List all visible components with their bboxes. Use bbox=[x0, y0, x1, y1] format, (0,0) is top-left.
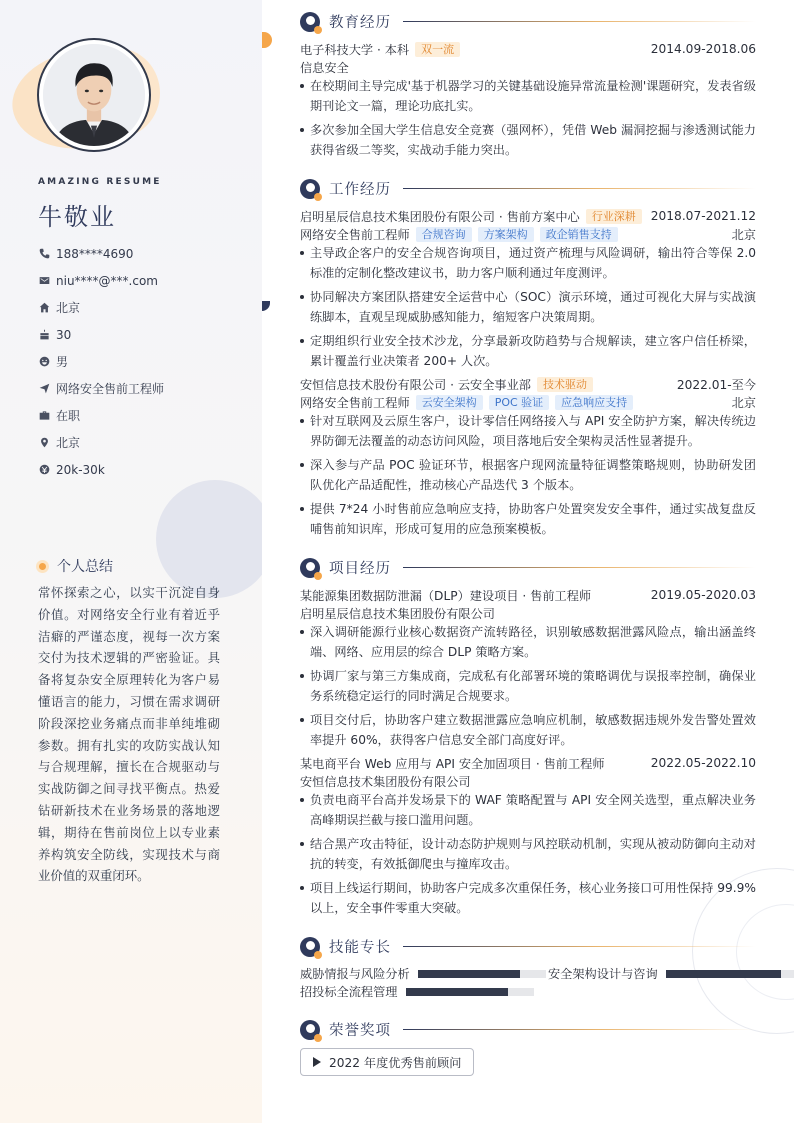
projects-heading bbox=[300, 557, 756, 578]
phone-value: 188****4690 bbox=[56, 246, 134, 261]
project-date: 2019.05-2020.03 bbox=[650, 588, 756, 602]
list-item: 负责电商平台高并发场景下的 WAF 策略配置与 API 安全网关选型，重点解决业务高峰期误拦截与接口滥用问题。 bbox=[300, 790, 756, 830]
info-email bbox=[38, 267, 248, 294]
skill-name: 安全架构设计与咨询 bbox=[548, 967, 658, 981]
info-position bbox=[38, 375, 248, 402]
job-skill-tag: 应急响应支持 bbox=[555, 395, 633, 410]
briefcase-icon bbox=[38, 410, 50, 422]
skill-name: 威胁情报与风险分析 bbox=[300, 967, 410, 981]
info-location bbox=[38, 429, 248, 456]
skill-bar bbox=[418, 970, 546, 978]
job-date: 2022.01-至今 bbox=[676, 377, 756, 392]
project-org-row bbox=[300, 604, 756, 622]
skills-heading bbox=[300, 936, 756, 957]
awards-title: 荣誉奖项 bbox=[329, 1023, 391, 1039]
education-heading bbox=[300, 11, 756, 32]
sidebar bbox=[0, 0, 262, 1123]
candidate-name: 牛敬业 bbox=[38, 203, 116, 231]
email-value: niu****@***.com bbox=[56, 273, 158, 288]
list-item: 深入调研能源行业核心数据资产流转路径，识别敏感数据泄露风险点，输出涵盖终端、网络、应用层的综合 DLP 策略方案。 bbox=[300, 622, 756, 662]
skill-bar bbox=[666, 970, 794, 978]
skill-bar-fill bbox=[666, 970, 781, 978]
skill-bar-fill bbox=[418, 970, 520, 978]
project-bullets bbox=[300, 622, 756, 754]
job-city: 北京 bbox=[731, 395, 756, 410]
position-value: 网络安全售前工程师 bbox=[56, 382, 165, 396]
list-item: 深入参与产品 POC 验证环节，根据客户现网流量特征调整策略规则，协助研发团队优化产品适配性，推动核心产品迭代 3 个版本。 bbox=[300, 455, 756, 495]
skills-title: 技能专长 bbox=[329, 940, 391, 956]
school-name: 电子科技大学 · 本科 bbox=[300, 42, 410, 57]
info-status bbox=[38, 402, 248, 429]
projects-title: 项目经历 bbox=[329, 561, 391, 577]
skill-item bbox=[548, 965, 794, 982]
avatar-portrait-icon bbox=[43, 44, 145, 146]
job-company-tag: 技术驱动 bbox=[537, 377, 593, 392]
home-icon bbox=[38, 302, 50, 314]
job-company-tag: 行业深耕 bbox=[586, 209, 642, 224]
education-date: 2014.09-2018.06 bbox=[650, 42, 756, 56]
location-value: 北京 bbox=[56, 436, 81, 450]
project-bullets bbox=[300, 790, 756, 922]
summary-title: 个人总结 bbox=[57, 559, 113, 575]
section-divider bbox=[403, 21, 756, 22]
avatar-area bbox=[12, 38, 162, 158]
job-date: 2018.07-2021.12 bbox=[650, 209, 756, 223]
decorative-circle bbox=[156, 480, 262, 598]
info-age bbox=[38, 321, 248, 348]
project-org: 安恒信息技术集团股份有限公司 bbox=[300, 774, 471, 789]
job-skill-tag: 政企销售支持 bbox=[540, 227, 618, 242]
mail-icon bbox=[38, 275, 50, 287]
section-divider bbox=[403, 567, 756, 568]
job-header-row bbox=[300, 375, 756, 393]
project-org: 启明星辰信息技术集团股份有限公司 bbox=[300, 606, 495, 621]
contact-info-list bbox=[38, 240, 248, 483]
project-org-row bbox=[300, 772, 756, 790]
section-icon bbox=[300, 937, 320, 957]
home-value: 北京 bbox=[56, 301, 81, 315]
project-header-row bbox=[300, 754, 756, 772]
section-divider bbox=[403, 188, 756, 189]
cake-icon bbox=[38, 329, 50, 341]
skill-bar-fill bbox=[406, 988, 508, 996]
resume-tagline: AMAZING RESUME bbox=[38, 177, 162, 187]
work-title: 工作经历 bbox=[329, 182, 391, 198]
job-skill-tag: 云安全架构 bbox=[416, 395, 483, 410]
skill-bar bbox=[406, 988, 534, 996]
list-item: 定期组织行业安全技术沙龙，分享最新攻防趋势与合规解读，建立客户信任桥梁，累计覆盖行业决策者 200+ 人次。 bbox=[300, 331, 756, 371]
job-bullets bbox=[300, 411, 756, 543]
money-icon bbox=[38, 464, 50, 476]
school-tag: 双一流 bbox=[415, 42, 460, 57]
avatar bbox=[43, 44, 145, 146]
job-company: 启明星辰信息技术集团股份有限公司 · 售前方案中心 bbox=[300, 209, 580, 224]
list-item: 在校期间主导完成'基于机器学习的关键基础设施异常流量检测'课题研究，发表省级期刊论文一篇，理论功底扎实。 bbox=[300, 76, 756, 116]
list-item: 提供 7*24 小时售前应急响应支持，协助客户处置突发安全事件，通过实战复盘反哺售前知识库，形成可复用的应急预案模板。 bbox=[300, 499, 756, 539]
avatar-frame bbox=[37, 38, 151, 152]
job-city: 北京 bbox=[731, 227, 756, 242]
job-bullets bbox=[300, 243, 756, 375]
project-name: 某电商平台 Web 应用与 API 安全加固项目 · 售前工程师 bbox=[300, 756, 605, 771]
list-item: 协调厂家与第三方集成商，完成私有化部署环境的策略调优与误报率控制，确保业务系统稳定运行的同时满足合规要求。 bbox=[300, 666, 756, 706]
list-item: 针对互联网及云原生客户，设计零信任网络接入与 API 安全防护方案，解决传统边界防御无法覆盖的动态访问风险，项目落地后安全架构灵活性显著提升。 bbox=[300, 411, 756, 451]
section-divider bbox=[403, 1029, 756, 1030]
info-home bbox=[38, 294, 248, 321]
education-title: 教育经历 bbox=[329, 15, 391, 31]
award-item bbox=[300, 1048, 474, 1076]
section-icon bbox=[300, 558, 320, 578]
skill-name: 招投标全流程管理 bbox=[300, 985, 398, 999]
send-icon bbox=[38, 383, 50, 395]
awards-heading bbox=[300, 1019, 756, 1040]
list-item: 多次参加全国大学生信息安全竞赛（强网杯），凭借 Web 漏洞挖掘与渗透测试能力获得省级二等奖，实战动手能力突出。 bbox=[300, 120, 756, 160]
job-skill-tag: 合规咨询 bbox=[416, 227, 472, 242]
age-value: 30 bbox=[56, 327, 72, 342]
award-name: 2022 年度优秀售前顾问 bbox=[329, 1055, 462, 1070]
info-salary bbox=[38, 456, 248, 483]
list-item: 项目上线运行期间，协助客户完成多次重保任务，核心业务接口可用性保持 99.9% 以上，安全事件零重大突破。 bbox=[300, 878, 756, 918]
job-role: 网络安全售前工程师 bbox=[300, 395, 410, 410]
job-skill-tag: 方案架构 bbox=[478, 227, 534, 242]
list-item: 协同解决方案团队搭建安全运营中心（SOC）演示环境，通过可视化大屏与实战演练脚本，直观呈现威胁感知能力，缩短客户决策周期。 bbox=[300, 287, 756, 327]
decorative-tab bbox=[262, 301, 270, 311]
section-icon bbox=[300, 179, 320, 199]
smile-icon bbox=[38, 356, 50, 368]
project-date: 2022.05-2022.10 bbox=[650, 756, 756, 770]
section-icon bbox=[300, 12, 320, 32]
section-divider bbox=[403, 946, 756, 947]
education-row bbox=[300, 40, 756, 58]
education-bullets bbox=[300, 76, 756, 164]
decorative-tab bbox=[262, 32, 272, 48]
skill-item bbox=[300, 965, 546, 982]
summary-dot-icon bbox=[36, 560, 49, 573]
list-item: 主导政企客户的安全合规咨询项目，通过资产梳理与风险调研，输出符合等保 2.0 标准的定制化整改建议书，助力客户顺利通过年度测评。 bbox=[300, 243, 756, 283]
info-phone bbox=[38, 240, 248, 267]
job-company: 安恒信息技术股份有限公司 · 云安全事业部 bbox=[300, 377, 531, 392]
skill-item bbox=[300, 983, 534, 1000]
work-heading bbox=[300, 178, 756, 199]
job-skill-tag: POC 验证 bbox=[489, 395, 549, 410]
job-role-row bbox=[300, 393, 756, 411]
education-major: 信息安全 bbox=[300, 60, 349, 75]
info-gender bbox=[38, 348, 248, 375]
play-triangle-icon bbox=[313, 1057, 321, 1067]
job-role-row bbox=[300, 225, 756, 243]
salary-value: 20k-30k bbox=[56, 462, 105, 477]
job-role: 网络安全售前工程师 bbox=[300, 227, 410, 242]
job-header-row bbox=[300, 207, 756, 225]
project-header-row bbox=[300, 586, 756, 604]
location-icon bbox=[38, 437, 50, 449]
summary-heading bbox=[36, 556, 113, 576]
gender-value: 男 bbox=[56, 355, 69, 369]
summary-text: 常怀探索之心，以实干沉淀自身价值。对网络安全行业有着近乎洁癖的严谨态度，视每一次方案交付为技术逻辑的严密验证。具备将复杂安全原理转化为客户易懂语言的能力，习惯在需求调研阶段深挖业务痛点而非单纯堆砌参数。拥有扎实的攻防实战认知与合规理解，擅长在合规驱动与实战防御之间寻找平衡点。热爱钻研新技术在业务场景的落地逻辑，期待在售前岗位上以专业素养构筑安全防线，实现技术与商业价值的双重闭环。 bbox=[38, 585, 220, 884]
list-item: 项目交付后，协助客户建立数据泄露应急响应机制，敏感数据违规外发告警处置效率提升 60%，获得客户信息安全部门高度好评。 bbox=[300, 710, 756, 750]
section-icon bbox=[300, 1020, 320, 1040]
education-major-row bbox=[300, 58, 756, 76]
list-item: 结合黑产攻击特征，设计动态防护规则与风控联动机制，实现从被动防御向主动对抗的转变，有效抵御爬虫与撞库攻击。 bbox=[300, 834, 756, 874]
phone-icon bbox=[38, 248, 50, 260]
project-name: 某能源集团数据防泄漏（DLP）建设项目 · 售前工程师 bbox=[300, 588, 592, 603]
status-value: 在职 bbox=[56, 409, 81, 423]
